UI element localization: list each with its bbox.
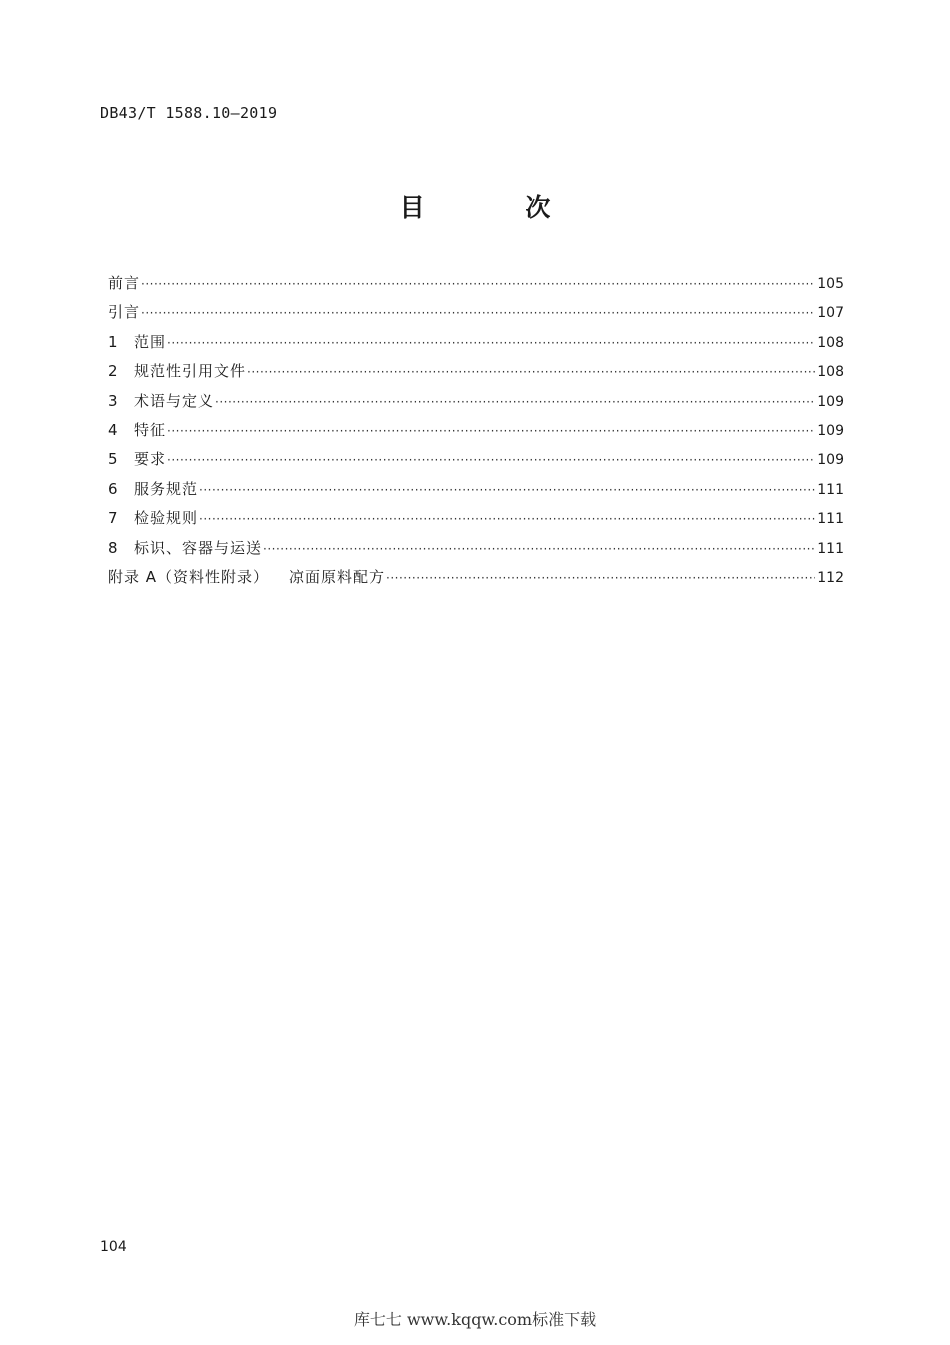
toc-entry-page: 112: [817, 569, 844, 586]
toc-entry-terms-definitions[interactable]: [108, 390, 844, 419]
toc-dot-leader: [199, 512, 815, 526]
toc-dot-leader: [386, 571, 815, 585]
toc-entry-page: 109: [817, 393, 844, 410]
toc-entry-page: 109: [817, 422, 844, 439]
toc-entry-label: 范围: [134, 332, 167, 351]
toc-entry-number: 8: [108, 538, 118, 557]
toc-dot-leader: [263, 542, 815, 556]
toc-entry-label: 规范性引用文件: [134, 362, 247, 381]
toc-entry-normative-references[interactable]: [108, 360, 844, 389]
toc-dot-leader: [215, 395, 815, 409]
toc-entry-label: 服务规范: [134, 479, 199, 498]
toc-dot-leader: [247, 365, 815, 379]
toc-entry-page: 108: [817, 364, 844, 381]
page-number: 104: [100, 1239, 127, 1255]
toc-entry-number: 3: [108, 391, 118, 410]
toc-entry-label: 术语与定义: [134, 391, 215, 410]
toc-entry-inspection-rules[interactable]: [108, 507, 844, 536]
toc-entry-number: 5: [108, 450, 118, 469]
standard-code: DB43/T 1588.10—2019: [100, 104, 278, 122]
table-of-contents: [108, 272, 844, 595]
toc-dot-leader: [167, 453, 815, 467]
toc-dot-leader: [141, 277, 815, 291]
toc-entry-number: 1: [108, 332, 118, 351]
toc-entry-label: 引言: [108, 303, 141, 322]
toc-entry-introduction[interactable]: [108, 301, 844, 330]
toc-entry-page: 111: [817, 511, 844, 528]
toc-entry-appendix-a[interactable]: [108, 566, 844, 595]
toc-entry-label: 检验规则: [134, 509, 199, 528]
toc-entry-requirements[interactable]: [108, 448, 844, 477]
footer-watermark: 库七七 www.kqqw.com标准下载: [353, 1310, 597, 1329]
toc-dot-leader: [167, 424, 815, 438]
toc-entry-page: 107: [817, 305, 844, 322]
toc-entry-label: 前言: [108, 274, 141, 292]
toc-entry-label: 特征: [134, 420, 167, 439]
toc-entry-number: 2: [108, 362, 118, 381]
toc-entry-label: 要求: [134, 450, 167, 469]
toc-entry-number: 6: [108, 479, 118, 498]
toc-entry-number: 7: [108, 509, 118, 528]
toc-entry-subtitle: 凉面原料配方: [289, 567, 386, 586]
toc-dot-leader: [167, 336, 815, 350]
toc-entry-label: 附录 A（资料性附录）: [108, 567, 270, 586]
toc-entry-page: 111: [817, 540, 844, 557]
toc-title: 目 次: [399, 193, 597, 222]
toc-entry-labeling-containers-transport[interactable]: [108, 537, 844, 566]
toc-entry-page: 105: [817, 276, 844, 292]
toc-entry-foreword[interactable]: [108, 272, 844, 301]
toc-dot-leader: [199, 483, 815, 497]
toc-entry-label: 标识、容器与运送: [134, 538, 263, 557]
toc-entry-service-specification[interactable]: [108, 478, 844, 507]
toc-entry-characteristics[interactable]: [108, 419, 844, 448]
toc-dot-leader: [141, 306, 815, 320]
toc-entry-page: 111: [817, 481, 844, 498]
toc-entry-page: 109: [817, 452, 844, 469]
toc-entry-scope[interactable]: [108, 331, 844, 360]
toc-entry-number: 4: [108, 420, 118, 439]
toc-entry-page: 108: [817, 334, 844, 351]
